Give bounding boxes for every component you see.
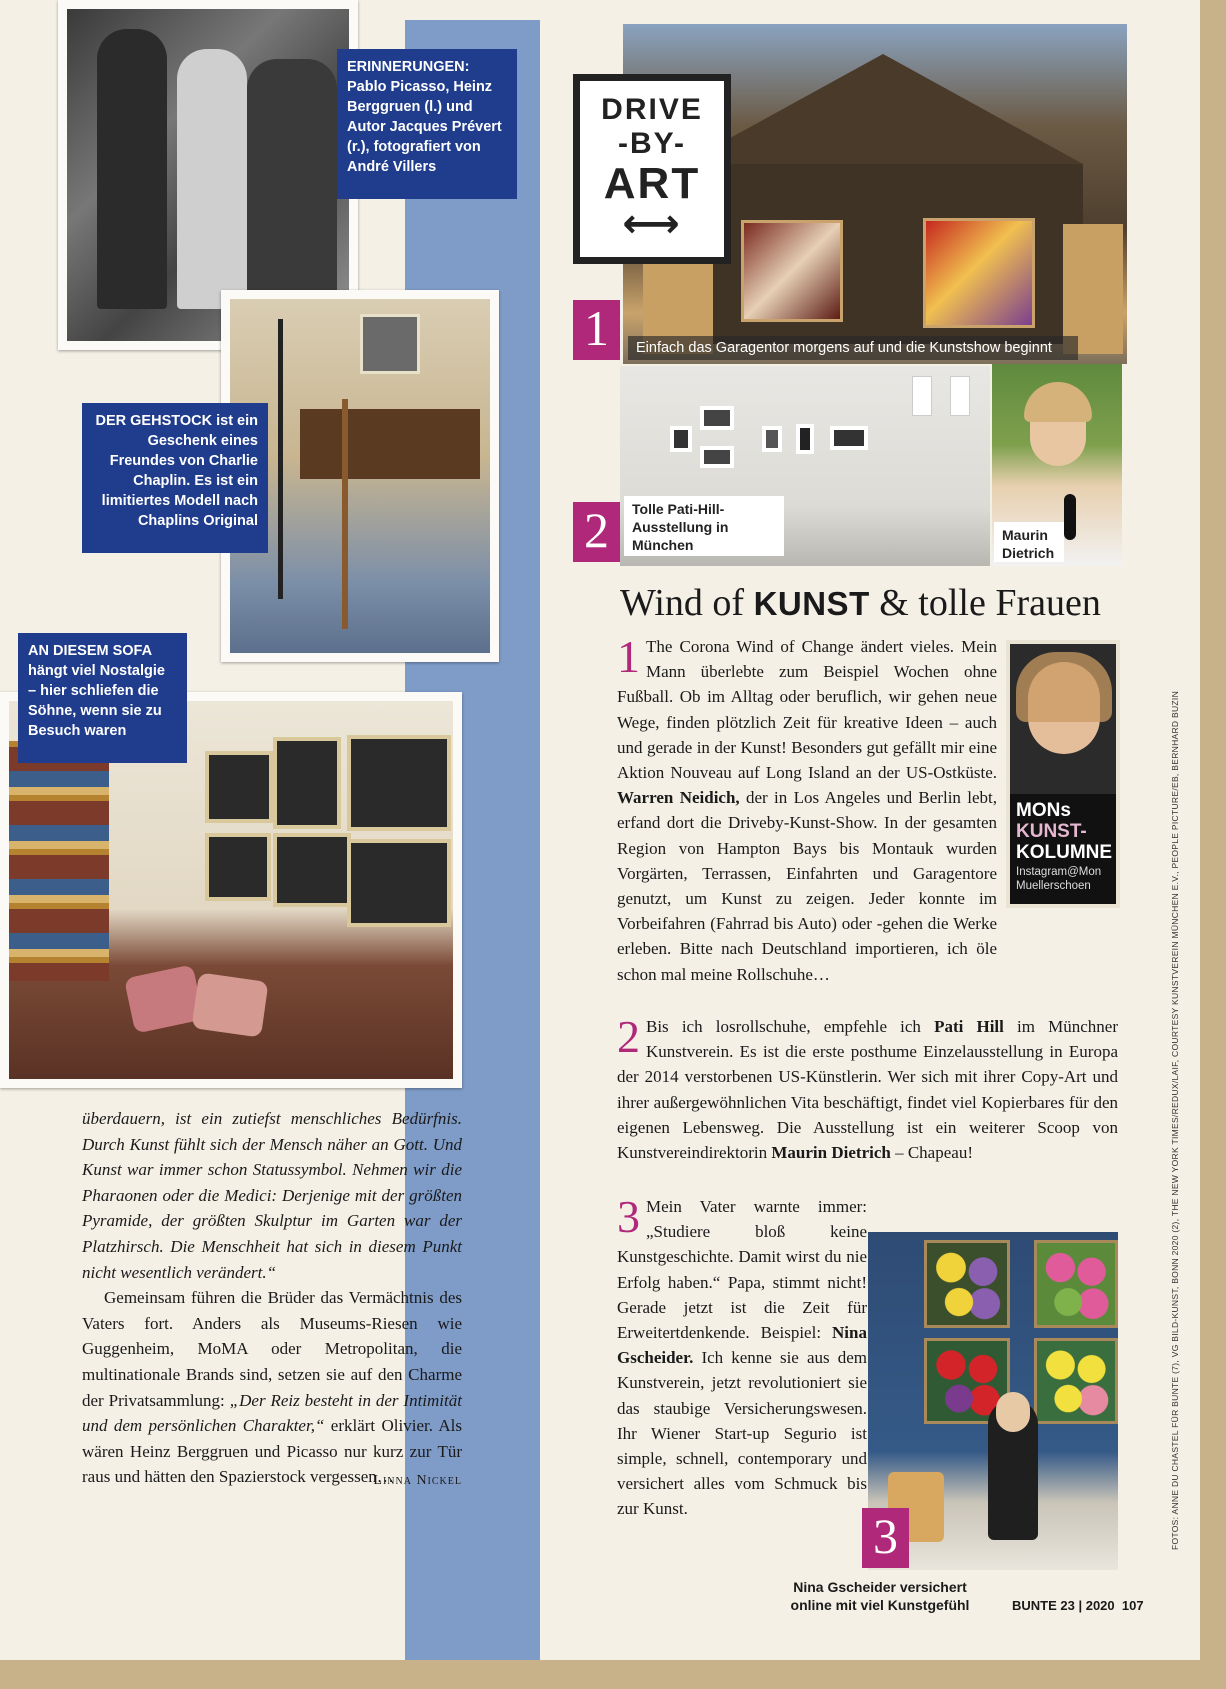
wall-photo [273,737,341,829]
dropcap-3: 3 [617,1191,640,1242]
left-article-quote-2: „Der Reiz besteht in der Intimität und dem persönlichen Charakter,“ [82,1390,462,1436]
sofa-cushion [191,972,268,1037]
dropcap-2: 2 [617,1011,640,1062]
headline-bold: KUNST [753,585,870,622]
gallery-frame [830,426,868,450]
caption-gehstock: DER GEHSTOCK ist ein Geschenk eines Freundes von Charlie Chaplin. Es ist ein limitiertes Modell nach Chaplins Original [82,403,268,553]
section-2-text-b: im Münchner Kunstverein. Es ist die erste posthume Einzelausstellung in Europa der 2014 verstorbenen US-Künstlerin. Wer sich mit ihrer Copy-Art und ihrer außergewöhnlichen Vita beschäftigt, findet viel Kopierbares für den eigenen Lebensweg. Die Ausstellung ist ein weiterer Scoop von Kunstvereindirektorin [617,1017,1118,1163]
flower-painting [1034,1240,1118,1328]
garage-painting [741,220,843,322]
garage-painting [923,218,1035,328]
section-2 [617,1011,1118,1165]
seated-woman-face [996,1392,1030,1432]
drive-by-art-line2: -BY- [618,127,686,160]
gallery-frame [670,426,692,452]
caption-maurin: Maurin Dietrich [994,522,1064,562]
wall-photo [273,833,351,907]
headline-pre: Wind of [620,582,754,624]
photo-credit [1170,690,1190,1550]
column-box [1006,640,1120,908]
bookshelf [9,741,109,981]
column-label-mons: MONs [1016,800,1071,821]
dropcap-1: 1 [617,631,640,682]
column-label-kolumne: KOLUMNE [1016,842,1113,863]
column-label-kunst: KUNST- [1016,821,1087,842]
drive-by-art-logo [573,74,731,264]
microphone-icon [1064,494,1076,540]
sofa-cushion [124,964,204,1033]
wall-photo [347,735,451,831]
gallery-window [950,376,970,416]
section-2-bold-1: Pati Hill [934,1017,1004,1036]
drive-by-art-line1: DRIVE [601,93,703,126]
left-article-quote: überdauern, ist ein zutiefst menschliches Bedürfnis. Durch Kunst fühlt sich der Mensch näher an Gott. Und Kunst war immer schon Statussymbol. Nehmen wir die Pharaonen oder die Medici: Derjenige mit der größten Pyramide, der größten Skulptur im Garten war der Platzhirsch. Die Menschheit hat sich in diesem Punkt nicht wesentlich verändert.“ [82,1109,462,1282]
number-badge-2: 2 [573,502,620,562]
floor-lamp [278,319,283,599]
gallery-window [912,376,932,416]
photo-credit-text: FOTOS: ANNE DU CHASTEL FÜR BUNTE (7), VG BILD-KUNST, BONN 2020 (2), THE NEW YORK TIMES/REDUX/LAIF, COURTESY KUNSTVEREIN MÜNCHEN E.V., PEOPLE PICTURE/EB, BERNHARD BUZIN [1170,690,1180,1550]
gallery-frame [796,424,814,454]
drive-by-art-line3: ART [603,159,701,208]
gallery-frame [762,426,782,452]
wall-photo [347,839,451,927]
flower-painting [924,1240,1010,1328]
photo-figure [177,49,247,309]
section-3-bold: Nina Gscheider. [617,1323,867,1368]
number-badge-1: 1 [573,300,620,360]
garage-door [1063,224,1123,354]
caption-erinnerungen: ERINNERUNGEN: Pablo Picasso, Heinz Berggruen (l.) und Autor Jacques Prévert (r.), fotografiert von André Villers [337,49,517,199]
number-badge-3: 3 [862,1508,909,1568]
caption-garagentor: Einfach das Garagentor morgens auf und die Kunstshow beginnt [628,336,1078,360]
section-1-bold: Warren Neidich, [617,788,740,808]
headline [620,580,1120,627]
section-1 [617,631,997,987]
walking-stick [342,399,348,629]
section-2-text-c: – Chapeau! [890,1143,973,1163]
wall-photo [205,833,271,901]
section-2-bold-2: Maurin Dietrich [771,1143,891,1163]
left-article [82,1106,462,1494]
desk [300,409,480,479]
instagram-handle: Instagram@Mon Muellerschoen [1016,866,1102,892]
picture-frame [360,314,420,374]
section-1-text: The Corona Wind of Change ändert vieles. Mein Mann überlebte zum Beispiel Wochen ohne Fußball. Ob im Alltag oder beruflich, wir gehen neue Wege, finden plötzlich Zeit für kreative Ideen – auch und gerade in der Kunst! Besonders gut gefällt mir eine Aktion Nouveau auf Long Island an der US-Ostküste. [617,637,997,783]
section-3 [617,1191,867,1522]
flower-painting [1034,1338,1118,1424]
wall-photo [205,751,273,823]
caption-pati-hill: Tolle Pati-Hill-Ausstellung in München [624,496,784,556]
page-folio: BUNTE 23 | 2020 107 [1012,1598,1144,1613]
headline-post: & tolle Frauen [869,582,1101,624]
photo-figure [97,29,167,309]
section-2-text: Bis ich losrollschuhe, empfehle ich [646,1017,935,1036]
caption-sofa: AN DIESEM SOFA hängt viel Nostalgie – hier schliefen die Söhne, wenn sie zu Besuch waren [18,633,187,763]
left-article-text: Gemeinsam führen die Brüder das Vermächtnis des Vaters fort. Anders als Museums-Riesen wie Guggenheim, MoMA oder Metropolitan, die multinationale Brands sind, setzen sie auf den Charme der Privatsammlung: [82,1288,462,1410]
section-3-text: Mein Vater warnte immer: „Studiere bloß keine Kunstgeschichte. Damit wirst du nie Erfolg haben.“ Papa, stimmt nicht! Gerade jetzt ist die Zeit für Erweitertdenkende. Beispiel: [617,1197,867,1343]
portrait-hair [1024,382,1092,422]
columnist-hair [1016,652,1112,722]
left-article-text-end: erklärt Olivier. Als wären Heinz Berggruen und Picasso nur kurz zur Tür raus und hätten den Spazierstock vergessen… [82,1416,462,1487]
column-label [1010,794,1116,904]
barn-roof [683,54,1083,164]
gallery-frame [700,406,734,430]
caption-nina: Nina Gscheider versichert online mit viel Kunstgefühl [790,1579,970,1613]
photo-figure [247,59,337,309]
double-arrow-icon: ⟷ [622,201,682,247]
section-3-text-b: Ich kenne sie aus dem Kunstverein, jetzt revolutioniert sie das staubige Versicherungswesen. Ihr Wiener Start-up Segurio ist simple, schnell, contemporary und versichert alles vom Schmuck bis zur Kunst. [617,1348,867,1519]
gallery-frame [700,446,734,468]
section-1-text-b: der in Los Angeles und Berlin lebt, erfand dort die Driveby-Kunst-Show. In der gesamten Region von Hampton Bays bis Montauk wurden Vorgärten, Terrassen, Einfahrten und Garagentore genutzt, um Kunst zu zeigen. Jeder konnte im Vorbeifahren (Fahrrad bis Auto) oder -gehen die Werke erleben. Bitte nach Deutschland importieren, ich öle schon mal meine Rollschuhe… [617,788,997,984]
author-signature: Linna Nickel [373,1472,462,1488]
